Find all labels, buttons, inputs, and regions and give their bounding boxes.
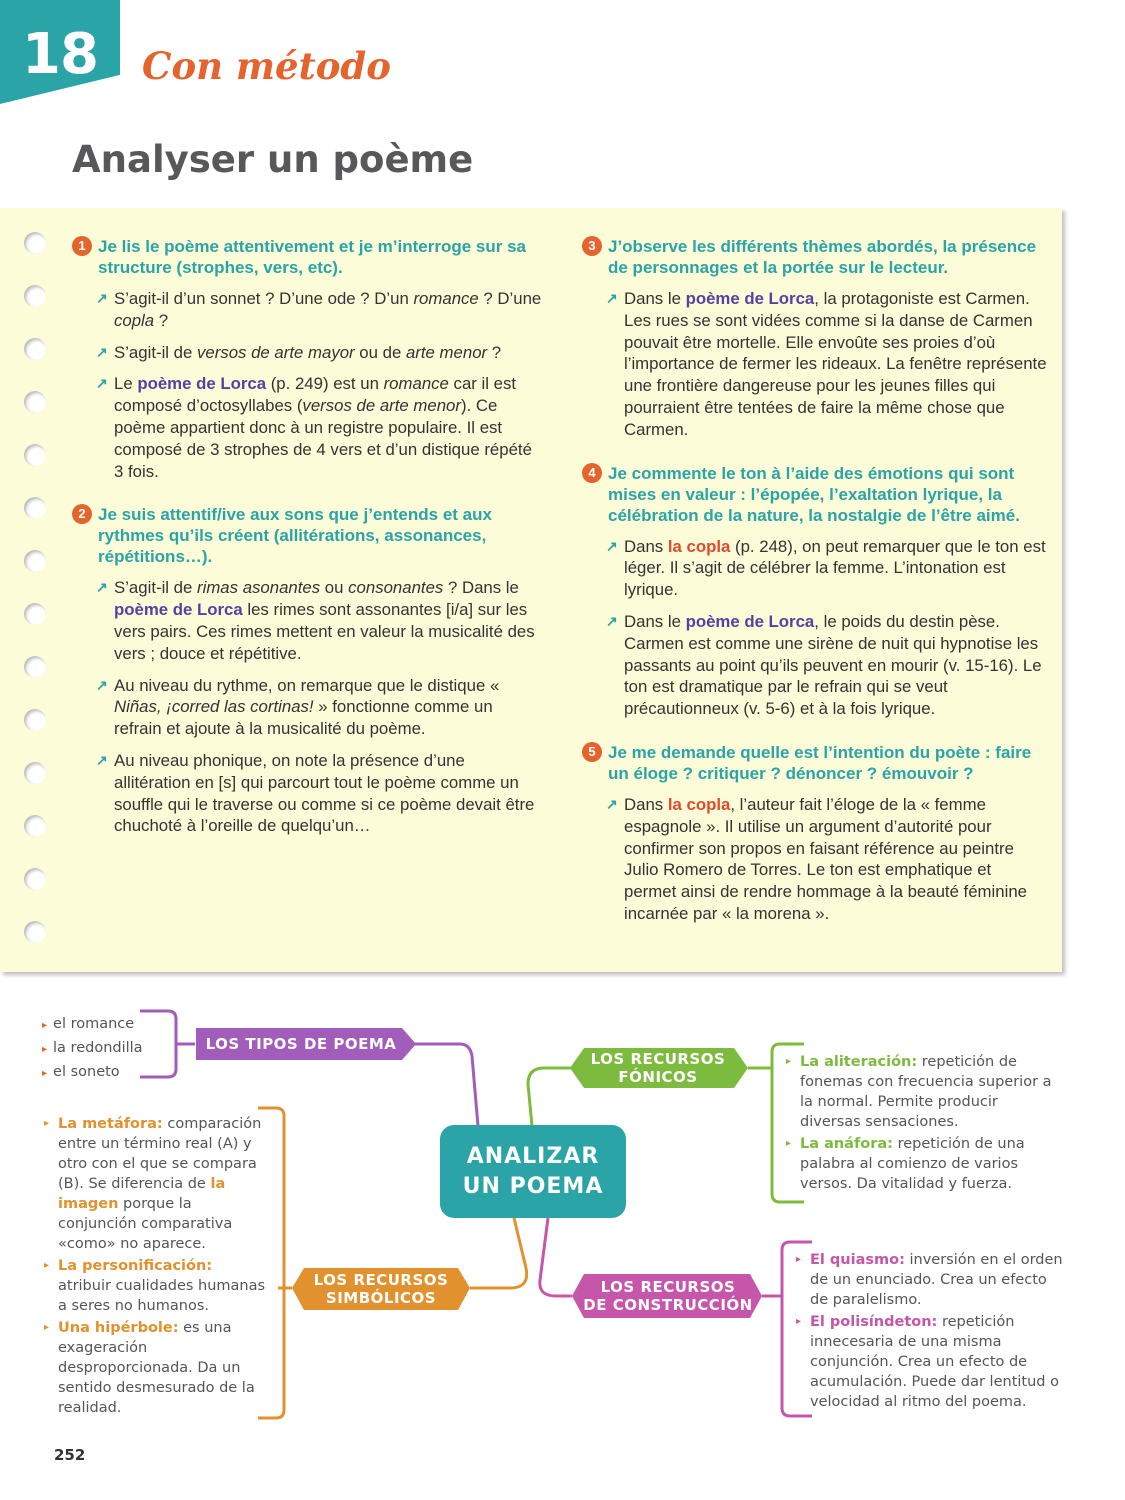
- step-number: 2: [72, 504, 92, 524]
- list-item: ▸ La personificación: atribuir cualidades humanas a seres no humanos.: [44, 1258, 266, 1314]
- list-item: ▸ La anáfora: repetición de una palabra al comienzo de varios versos. Da vitalidad y fuerza.: [786, 1136, 1025, 1192]
- list-item: ↗ Au niveau phonique, on note la présence d’une allitération en [s] qui parcourt tout le poème comme un souffle qui le traverse ou comme si ce poème devait être chuchoté à l’oreille de quelqu’un…: [96, 750, 535, 836]
- list-item: ▸ el romance: [42, 1016, 135, 1032]
- step-number: 5: [582, 742, 602, 762]
- simbolicos-box: LOS RECURSOS SIMBÓLICOS: [313, 1271, 449, 1307]
- list-item: ▸ el soneto: [42, 1064, 120, 1080]
- list-item: ▸ El polisíndeton: repetición innecesaria de una misma conjunción. Crea un efecto de acumulación. Puede dar lentitud o velocidad al ritmo del poema.: [796, 1314, 1059, 1410]
- arrow-icon: ↗: [606, 612, 618, 629]
- arrow-icon: ↗: [96, 375, 108, 392]
- arrow-icon: ↗: [606, 795, 618, 812]
- center-box: ANALIZAR UN POEMA: [462, 1143, 604, 1199]
- step-title: Je lis le poème attentivement et je m’interroge sur sa structure (strophes, vers, etc).: [98, 237, 526, 277]
- list-item: ↗ Le poème de Lorca (p. 249) est un romance car il est composé d’octosyllabes (versos de arte menor). Ce poème appartient donc à un registre populaire. Il est composé de 3 strophes de 4 vers et d’un distique répété 3 fois.: [96, 374, 532, 481]
- list-item: ↗ Dans le poème de Lorca, le poids du destin pèse. Carmen est comme une sirène de nuit qui hypnotise les passants au point qu’ils peuvent en mourir (v. 15-16). Le ton est dramatique par le refrain qui se veut précautionneux (v. 5-6) et à la fois lyrique.: [606, 611, 1042, 719]
- step-number: 3: [582, 236, 602, 256]
- fonicos-list: [786, 1052, 1062, 1194]
- arrow-icon: ↗: [606, 537, 618, 554]
- simbolicos-list: [44, 1114, 266, 1418]
- list-item: ▸ La aliteración: repetición de fonemas con frecuencia superior a la normal. Permite producir diversas sensaciones.: [786, 1054, 1052, 1130]
- arrow-icon: ↗: [606, 290, 618, 306]
- arrow-icon: ↗: [96, 343, 108, 360]
- chapter-title: Con método: [142, 44, 391, 88]
- step-number: 1: [72, 236, 92, 256]
- tipos-box: LOS TIPOS DE POEMA: [205, 1035, 397, 1053]
- tipos-list: [42, 1014, 143, 1084]
- list-item: ▸ la redondilla: [42, 1040, 143, 1056]
- list-item: ↗ Dans le poème de Lorca, la protagoniste est Carmen. Les rues se sont vidées comme si la danse de Carmen pouvait être mortelle. Elle envoûte ses proies d’où l’importance de fermer les rideaux. La fenêtre représente une frontière dangereuse pour les jeunes filles qui pourraient être tentées de faire la même chose que Carmen.: [606, 289, 1047, 439]
- list-item: ↗ Dans la copla (p. 248), on peut remarquer que le ton est léger. Il s’agit de célébrer la femme. L’intonation est lyrique.: [606, 536, 1046, 600]
- list-item: ↗ S’agit-il de versos de arte mayor ou de arte menor ?: [96, 342, 502, 362]
- page-number: 252: [54, 1446, 86, 1464]
- step-number: 4: [582, 463, 602, 483]
- step-title: Je commente le ton à l’aide des émotions qui sont mises en valeur : l’épopée, l’exaltation lyrique, la célébration de la nature, la nostalgie de l’être aimé.: [608, 463, 1020, 525]
- list-item: ↗ S’agit-il de rimas asonantes ou consonantes ? Dans le poème de Lorca les rimes sont assonantes [i/a] sur les vers pairs. Ces rimes mettent en valeur la musicalité des vers ; douce et répétitive.: [96, 578, 535, 663]
- page-title: Analyser un poème: [72, 138, 474, 181]
- list-item: ↗ Dans la copla, l’auteur fait l’éloge de la « femme espagnole ». Il utilise un argument d’autorité pour confirmer son propos en faisant référence au peintre Julio Romero de Torres. Le ton est emphatique et permet ainsi de rendre hommage à la beauté féminine incarnée par « la morena ».: [606, 794, 1027, 923]
- step-title: Je me demande quelle est l’intention du poète : faire un éloge ? critiquer ? dénoncer ? émouvoir ?: [608, 742, 1032, 783]
- chapter-number: 18: [22, 22, 98, 87]
- list-item: ↗ Au niveau du rythme, on remarque que le distique « Niñas, ¡corred las cortinas! » fonctionne comme un refrain et ajoute à la musicalité du poème.: [96, 675, 500, 739]
- arrow-icon: ↗: [96, 290, 108, 306]
- arrow-icon: ↗: [96, 676, 108, 693]
- list-item: ▸ La metáfora: comparación entre un término real (A) y otro con el que se compara (B). Se diferencia de la imagen porque la conjunción comparativa «como» no aparece.: [44, 1116, 262, 1252]
- arrow-icon: ↗: [96, 579, 108, 596]
- step-title: J’observe les différents thèmes abordés, la présence de personnages et la portée sur le lecteur.: [608, 237, 1037, 277]
- construccion-list: [796, 1250, 1066, 1412]
- list-item: ▸ El quiasmo: inversión en el orden de un enunciado. Crea un efecto de paralelismo.: [796, 1252, 1063, 1308]
- list-item: ↗ S’agit-il d’un sonnet ? D’une ode ? D’un romance ? D’une copla ?: [96, 289, 542, 330]
- arrow-icon: ↗: [96, 751, 108, 768]
- construccion-box: LOS RECURSOS DE CONSTRUCCIÓN: [583, 1278, 753, 1314]
- step-title: Je suis attentif/ive aux sons que j’entends et aux rythmes qu’ils créent (allitérations, assonances, répétitions…).: [98, 505, 492, 567]
- fonicos-box: LOS RECURSOS FÓNICOS: [590, 1050, 726, 1086]
- list-item: ▸ Una hipérbole: es una exageración desproporcionada. Da un sentido desmesurado de la realidad.: [44, 1320, 255, 1416]
